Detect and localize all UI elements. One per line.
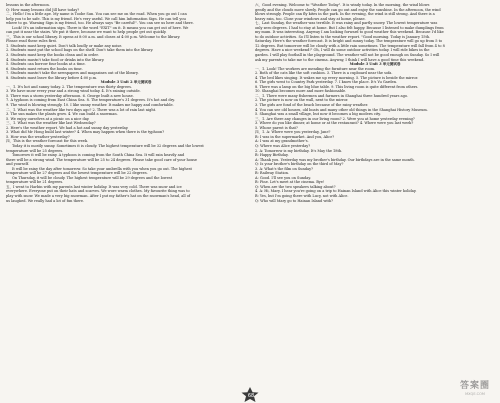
text-line: 三、1. Are there any changes in our living room? 2. Were you at home yesterday evening? (255, 116, 415, 121)
text-line: can put it near the stairs. We put it there, because we want to help people get out quickly. (6, 30, 167, 35)
right-column (255, 3, 495, 203)
text-line: gently and the clouds move slowly. People can go out and enjoy the sunshine. In the afternoon, the wind (255, 7, 441, 12)
text-line: Module 3 Unit 2 单元测试卷 (100, 80, 152, 85)
text-line: play with snow. We made a very big snowman. After I put my father's hat on the snowman's head, all of (6, 193, 191, 198)
text-line: 5. How was the weather yesterday? (6, 134, 70, 139)
page-number: 68 (247, 393, 255, 399)
text-line: Look! It's an information sign. There is the word "EXIT" on it. It means you can get out of here. We (12, 25, 189, 30)
text-line: 四、1. A: Where were you yesterday, Jane? (255, 130, 331, 135)
text-line: 8. Students must leave the library before 4:00 p.m. (6, 75, 98, 80)
text-line: 4. A: Hi, Mary. I hear you're going on a trip to Hainan Island with Alice this winter holiday. (255, 189, 417, 194)
text-line: 4. You can see old houses, old boats and many other old things in the Shanghai History Museum. (255, 107, 428, 112)
text-line: 五、I went to Harbin with my parents last winter holiday. It was very cold. There was snow and ice (6, 184, 182, 189)
text-line: 1. Students must keep quiet. Don't talk loudly or make any noise. (6, 43, 123, 48)
text-line: 5. There was a storm yesterday afternoon. 6. George built a new house. (6, 93, 134, 98)
text-line: 一、1. It's hot and sunny today. 2. The temperature was thirty degrees. (6, 84, 133, 89)
text-line: 8. There was a lamp on the big blue table. 9. This living room is quite different from others. (255, 84, 419, 89)
text-line: my mum. It was interesting. Anyway I am looking forward to good weather this weekend. Because I'd like (255, 30, 444, 35)
watermark-sub: MXQE.COM (465, 392, 485, 396)
watermark-text: 答案圈 (459, 381, 490, 391)
text-line: 3. What did Mr Hong build last winter? 4. When may happen when there is the typhoon? (6, 130, 165, 135)
text-line: 2. Students must put the school bags on the shelf. Don't take them into the library. (6, 48, 154, 53)
text-line: 3. The sun makes the plants grow. 4. We can build a snowman. (6, 112, 118, 117)
watermark-logo (454, 379, 496, 401)
text-line: Module 3 Unit 3 单元测试卷 (349, 62, 401, 67)
text-line: 6. Students must return the books on time. (6, 66, 83, 71)
text-line: only zero degrees. I had to stay at home. But I also felt happy. Because I listened to make dumplings from (255, 25, 444, 30)
text-line: 二、1. There were many fishermen and farmers in Shanghai three hundred years ago. (255, 93, 408, 98)
text-line: B: Yes, but I'm going there with Lucy, not with Alice. (255, 193, 349, 198)
text-line: 六、Good evening. Welcome to "Weather Today". It is windy today. In the morning, the wind blows (255, 3, 430, 7)
text-line: heavy rain, too. Close your windows and stay at home, please. (255, 16, 366, 21)
text-line: 6. The girls went to Country Park yesterday. 7. I know the place. It's Yu Garden. (255, 80, 398, 85)
text-line: temperature will be 21 degrees. (6, 180, 64, 185)
text-line: ask my parents to take me to the cinema. Anyway, I think I will have a good time this weekend. (255, 57, 425, 62)
text-line: 5. Shanghai was a small village, but now it becomes a big modern city. (255, 112, 381, 117)
text-line: and yourself. (6, 162, 30, 167)
text-line: 5. Whose parrot is that? (255, 125, 298, 130)
text-line: blows strongly. People can fly kites in the park. In the evening, the wind is still strong. And there is a (255, 12, 435, 17)
text-line: Q: Who will Mary go to Hainan Island with? (255, 198, 334, 203)
text-line: 2. Both of the cats like the soft cushion. 3. There is a cupboard near the sofa. (255, 71, 393, 76)
text-line: A: I was at my grandmother's. (255, 139, 309, 144)
text-line: 3. The girls are fond of the beach because of the rainy weather. (255, 103, 369, 108)
text-line: Q: When are the two speakers talking about? (255, 184, 336, 189)
text-line: 4. The bed likes singing. It wakes me up every morning. 5. The picture is beside the mirror. (255, 75, 418, 80)
text-line: there will be a strong wind. The temperature will be 25 to 24 degrees. Please take good care of your house (6, 157, 197, 162)
text-line: 5. We enjoy ourselves at a picnic on a nice day. (6, 116, 90, 121)
text-line: Tomorrow it will be rainy. A typhoon is coming from the South China Sea. It will rain heavily and (12, 153, 185, 158)
text-line: 七、Last Sunday, the weather was terrible. It was rainy and partly snowy. The lowest temperature was (255, 21, 438, 26)
text-line: 2. A: Tomorrow is my birthday. It's May the 18th. (255, 148, 343, 153)
text-line: 7. Students mustn't take the newspapers and magazines out of the library. (6, 71, 139, 76)
text-line: 2. The picture is now on the wall, next to the mirror. (255, 98, 349, 103)
text-line: A: Good. I'll see you on Sunday. (255, 175, 311, 180)
text-line: 9. The wind is blowing strongly. 10. I like sunny weather. It makes me happy and comfortable. (6, 103, 174, 108)
text-line: A: Thank you. Yesterday was my brother's birthday. Our birthdays are in the same month. (255, 157, 415, 162)
text-line: garden. I will play football in the playground. The weather will not be good enough on Sunday. So I will (255, 53, 440, 58)
text-line: 4. Students mustn't take food or drinks into the library. (6, 57, 105, 62)
text-line: 一、1. Look! The workers are mending the furniture near the room. (255, 66, 376, 71)
left-column (6, 3, 246, 203)
text-line: 3. A: What's the film on Sunday? (255, 166, 313, 171)
text-line: everywhere. Everyone put on their hats and scarves. We wore warm clothes. My favourite thing was to (6, 189, 190, 194)
text-line: On Thursday, it will be cloudy. The highest temperature will be 29 degrees and the lowest (12, 175, 173, 180)
text-line: lessons in the afternoon. (6, 3, 50, 7)
text-line: 2. Here's the weather report. We had a hot and sunny day yesterday. (6, 125, 129, 130)
text-line: 10. Shanghai becomes more and more fashionable. (255, 89, 347, 94)
text-line: 3. Where do you like dinner, at home or at the restaurant? 4. Where were you last week? (255, 121, 414, 126)
text-line: Please read these rules first. (6, 39, 58, 44)
text-line: B: Happy Birthday. (255, 153, 289, 158)
text-line: help you to be safe. This is my friend. He's very useful. We call him Information Sign. He can tell you (6, 16, 186, 21)
text-line: It will be rainy the day after tomorrow. So take your umbrella with you when you go out. The highest (12, 166, 192, 171)
text-line: Today it is mostly sunny. Sometimes it is cloudy. The highest temperature will be 32 degrees and the lowest (12, 143, 204, 148)
text-line: Q: How many lessons did Jill have today? (6, 7, 80, 12)
text-line: B: Fine. Let's meet at the cinema. Bye! (255, 180, 325, 185)
text-line: 三、1. What was the weather like last Wednesday? (6, 121, 96, 126)
text-line: 三、This is our school library. It opens at 8:00 a.m. and closes at 4:00 p.m. Welcome to the library. (6, 34, 181, 39)
text-line: 12 degrees. But tomorrow will be cloudy with a little rain sometimes. The temperature will fall from 4 to 8 (255, 43, 445, 48)
text-line: 四、This is the weather forecast for this week. (6, 139, 89, 144)
text-line: temperature will be 27 degrees and the lowest temperature will be 22 degrees. (6, 171, 148, 176)
text-line: Saturday. Here's the weather forecast. It is bright and sunny today. The temperature will go up from 5 to (255, 39, 443, 44)
text-line: temperature will be 25 degrees. (6, 148, 64, 153)
text-line: 二、Hello! I'm a little ape. My name is Toobe Sun. You can see me on the road. When you go out I can (6, 12, 187, 17)
text-line: 3. We have snow every year and a strong wind today. 4. It's raining outside. (6, 89, 141, 94)
text-line: us laughed. We really had a lot of fun there. (6, 198, 85, 203)
text-line: 5. Students can borrow four books at a time. (6, 62, 86, 67)
text-line: B: Railway Station. (255, 171, 290, 176)
text-line: 7. A typhoon is coming from East China Sea. 8. The temperature's 31 degrees. It's hot and dry. (6, 98, 175, 103)
text-line: where to go. Warning Sign is my friend, too. He always says "Be careful!". You can see us here and there. (6, 21, 194, 26)
text-line: to do outdoor activities. So I'll listen to the weather report. "Good morning. Today is January 15th. (255, 34, 431, 39)
text-line: Q: Is your brother's birthday on the third of May? (255, 162, 344, 167)
text-line: 二、1. What was the weather like two days ago? 2. There was a lot of rain last night. (6, 107, 157, 112)
text-line: Q: Where was Alice yesterday? (255, 143, 311, 148)
text-line: 3. Students must keep the books clean and in order. (6, 53, 99, 58)
text-line: B: I was in the supermarket. And you, Alice? (255, 134, 335, 139)
text-line: degrees. Have a nice weekend!" Oh, I will do some outdoor activities today. I will ride bikes in the (255, 48, 430, 53)
